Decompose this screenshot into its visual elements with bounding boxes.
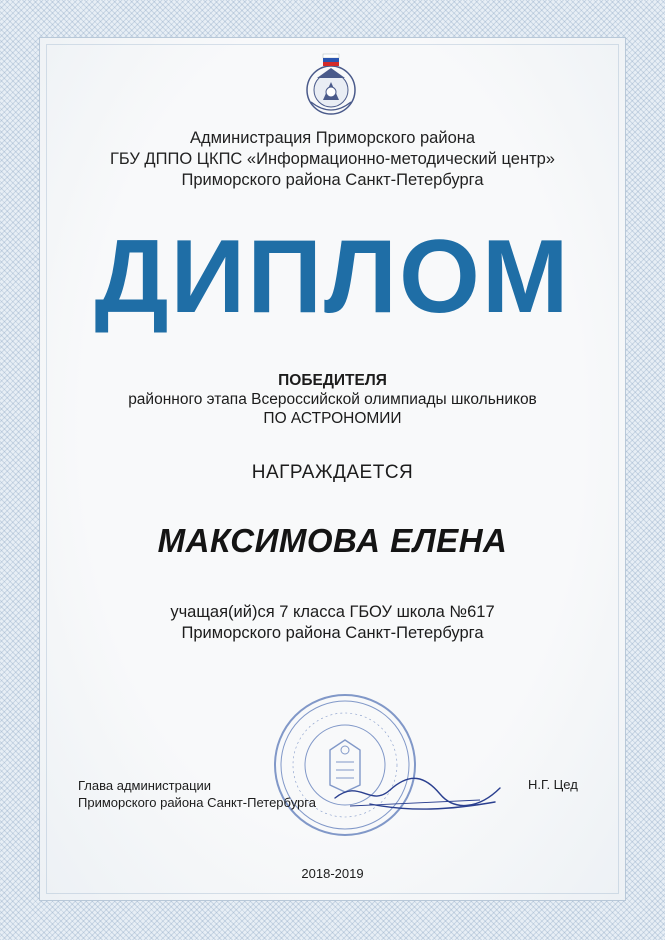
organization-block bbox=[0, 128, 665, 191]
handwritten-signature bbox=[330, 768, 505, 818]
organization-line-1: Администрация Приморского района bbox=[189, 129, 476, 147]
organization-line-2: ГБУ ДППО ЦКПС «Информационно-методический центр» bbox=[109, 150, 555, 168]
winner-line-1: ПОБЕДИТЕЛЯ bbox=[278, 372, 387, 389]
diploma-title: ДИПЛОМ bbox=[94, 219, 571, 335]
signatory-title-line-2: Приморского района Санкт-Петербурга bbox=[78, 795, 316, 810]
signatory-title-line-1: Глава администрации bbox=[78, 778, 212, 793]
school-block bbox=[0, 602, 665, 644]
winner-block bbox=[0, 371, 665, 428]
academic-year: 2018-2019 bbox=[301, 866, 364, 881]
winner-line-2: районного этапа Всероссийской олимпиады школьников bbox=[128, 391, 537, 408]
school-line-1: учащая(ий)ся 7 класса ГБОУ школа №617 bbox=[170, 603, 495, 621]
olympiad-logo bbox=[295, 52, 367, 124]
organization-line-3: Приморского района Санкт-Петербурга bbox=[181, 171, 484, 189]
winner-line-3: ПО АСТРОНОМИИ bbox=[263, 410, 402, 427]
signatory-name: Н.Г. Цед bbox=[528, 777, 578, 792]
recipient-name: МАКСИМОВА ЕЛЕНА bbox=[157, 522, 508, 559]
school-line-2: Приморского района Санкт-Петербурга bbox=[181, 624, 484, 642]
awarded-label: НАГРАЖДАЕТСЯ bbox=[251, 462, 414, 483]
